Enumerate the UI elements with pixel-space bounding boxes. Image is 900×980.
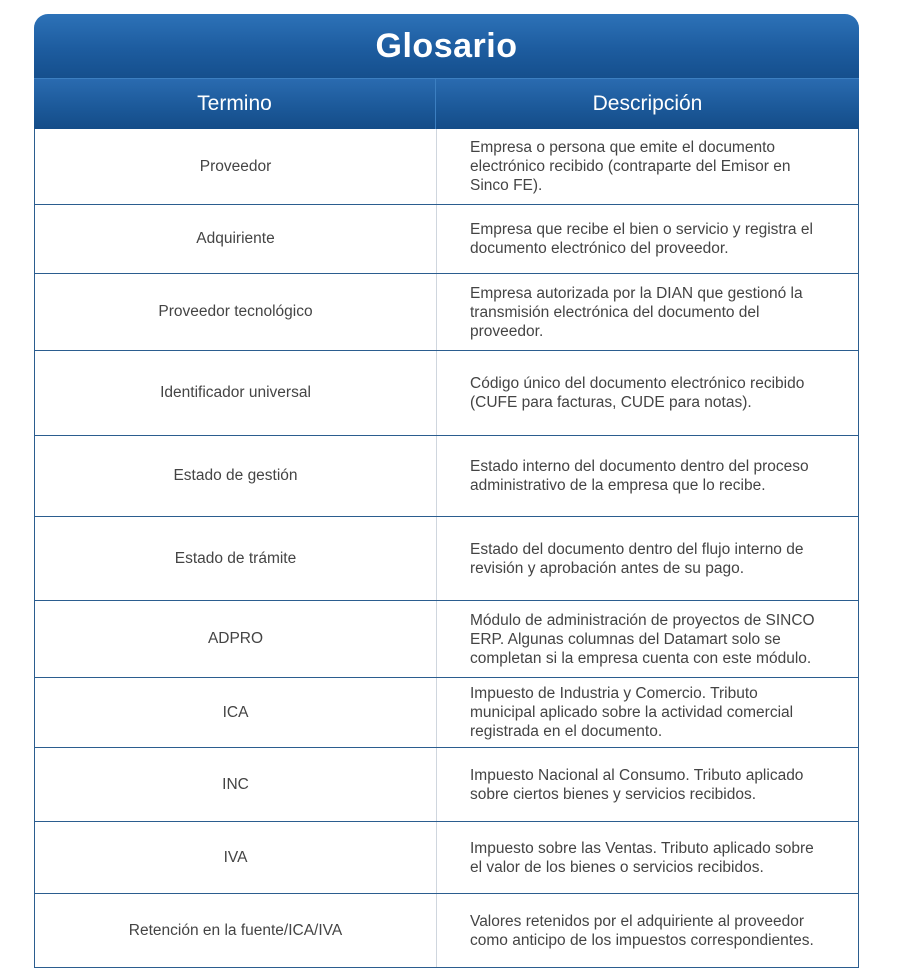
term-cell: INC [35, 748, 437, 821]
glossary-title: Glosario [34, 14, 859, 78]
description-cell: Impuesto sobre las Ventas. Tributo aplicado sobre el valor de los bienes o servicios recibidos. [470, 839, 814, 876]
term-cell: IVA [35, 822, 437, 893]
term-cell: Proveedor tecnológico [35, 274, 437, 350]
column-header-term: Termino [34, 79, 436, 129]
table-body [34, 129, 859, 968]
table-row [35, 601, 858, 678]
table-header [34, 78, 859, 129]
description-cell: Módulo de administración de proyectos de SINCO ERP. Algunas columnas del Datamart solo se completan si la empresa cuenta con este módulo. [470, 611, 815, 667]
description-cell: Empresa que recibe el bien o servicio y registra el documento electrónico del proveedor. [470, 221, 813, 257]
table-row [35, 351, 858, 436]
description-cell: Código único del documento electrónico recibido (CUFE para facturas, CUDE para notas). [470, 375, 805, 411]
table-row [35, 436, 858, 517]
description-cell: Impuesto de Industria y Comercio. Tributo municipal aplicado sobre la actividad comercial registrada en el documento. [470, 685, 794, 740]
table-row [35, 822, 858, 894]
description-cell: Empresa o persona que emite el documento electrónico recibido (contraparte del Emisor en Sinco FE). [470, 139, 791, 194]
description-cell: Empresa autorizada por la DIAN que gestionó la transmisión electrónica del documento del proveedor. [470, 284, 803, 340]
term-cell: ICA [35, 678, 437, 747]
table-row [35, 205, 858, 274]
term-cell: Adquiriente [35, 205, 437, 273]
term-cell: Estado de trámite [35, 517, 437, 600]
term-cell: Estado de gestión [35, 436, 437, 516]
description-cell: Estado interno del documento dentro del proceso administrativo de la empresa que lo recibe. [470, 458, 809, 494]
table-row [35, 129, 858, 205]
glossary-table [34, 14, 859, 968]
term-cell: ADPRO [35, 601, 437, 677]
term-cell: Identificador universal [35, 351, 437, 435]
table-row [35, 894, 858, 968]
table-row [35, 517, 858, 601]
term-cell: Retención en la fuente/ICA/IVA [35, 894, 437, 967]
description-cell: Estado del documento dentro del flujo interno de revisión y aprobación antes de su pago. [470, 540, 804, 577]
table-row [35, 274, 858, 351]
term-cell: Proveedor [35, 129, 437, 204]
table-row [35, 748, 858, 822]
description-cell: Impuesto Nacional al Consumo. Tributo aplicado sobre ciertos bienes y servicios recibidos. [470, 766, 804, 803]
table-row [35, 678, 858, 748]
description-cell: Valores retenidos por el adquiriente al proveedor como anticipo de los impuestos correspondientes. [470, 912, 814, 949]
column-header-description: Descripción [592, 92, 703, 115]
